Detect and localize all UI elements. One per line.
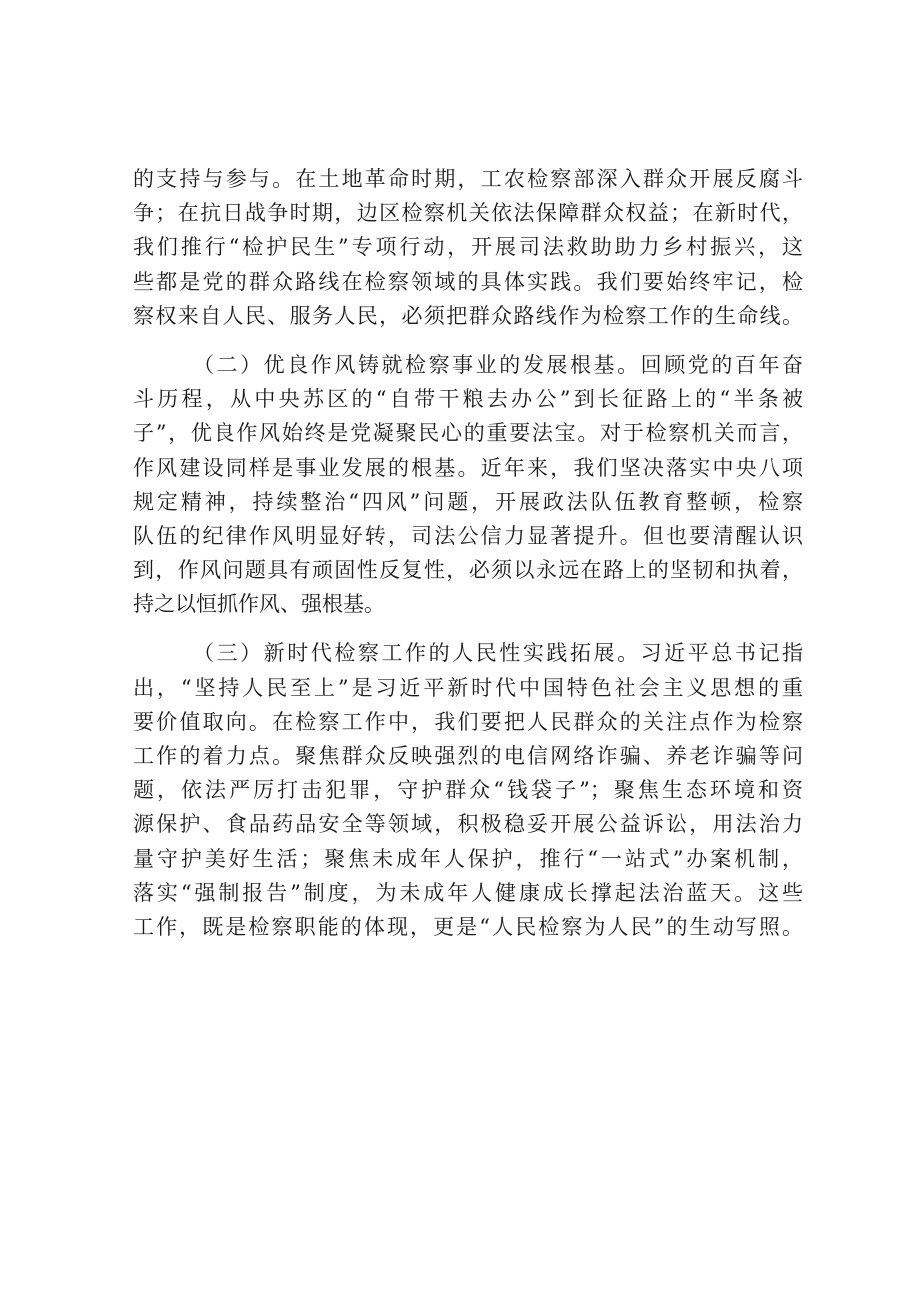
text-line: 到，作风问题具有顽固性反复性，必须以永远在路上的坚韧和执着， (133, 558, 803, 583)
text-line: 量守护美好生活；聚焦未成年人保护，推行“一站式”办案机制， (133, 846, 803, 871)
text-line: 斗历程，从中央苏区的“自带干粮去办公”到长征路上的“半条被 (133, 387, 803, 412)
paragraph-gap (133, 333, 803, 348)
text-line: 源保护、食品药品安全等领域，积极稳妥开展公益诉讼，用法治力 (133, 812, 803, 837)
text-line: 规定精神，持续整治“四风”问题，开展政法队伍教育整顿，检察 (133, 489, 803, 514)
paragraph-2 (133, 348, 803, 622)
text-line: 争；在抗日战争时期，边区检察机关依法保障群众权益；在新时代， (133, 201, 803, 226)
text-line: 的支持与参与。在土地革命时期，工农检察部深入群众开展反腐斗 (133, 167, 803, 191)
text-line: 我们推行“检护民生”专项行动，开展司法救助助力乡村振兴，这 (133, 235, 803, 260)
paragraph-3 (133, 636, 803, 944)
text-line: 要价值取向。在检察工作中，我们要把人民群众的关注点作为检察 (133, 709, 803, 734)
document-body (133, 162, 803, 944)
text-line: 出，“坚持人民至上”是习近平新时代中国特色社会主义思想的重 (133, 675, 803, 700)
text-line: 落实“强制报告”制度，为未成年人健康成长撑起法治蓝天。这些 (133, 880, 803, 905)
text-line: 作风建设同样是事业发展的根基。近年来，我们坚决落实中央八项 (133, 455, 803, 480)
text-line: （二）优良作风铸就检察事业的发展根基。回顾党的百年奋 (193, 352, 803, 377)
text-line: （三）新时代检察工作的人民性实践拓展。习近平总书记指 (193, 641, 803, 666)
text-line: 工作的着力点。聚焦群众反映强烈的电信网络诈骗、养老诈骗等问 (133, 744, 803, 768)
text-line: 些都是党的群众路线在检察领域的具体实践。我们要始终牢记，检 (133, 269, 803, 294)
paragraph-gap (133, 621, 803, 636)
text-line: 队伍的纪律作风明显好转，司法公信力显著提升。但也要清醒认识 (133, 523, 803, 548)
text-line: 察权来自人民、服务人民，必须把群众路线作为检察工作的生命线。 (133, 303, 803, 328)
text-line: 题，依法严厉打击犯罪，守护群众“钱袋子”；聚焦生态环境和资 (133, 778, 803, 803)
paragraph-1 (133, 162, 803, 333)
text-line: 工作，既是检察职能的体现，更是“人民检察为人民”的生动写照。 (133, 914, 803, 939)
text-line: 持之以恒抓作风、强根基。 (133, 592, 385, 617)
text-line: 子”，优良作风始终是党凝聚民心的重要法宝。对于检察机关而言， (133, 421, 803, 446)
